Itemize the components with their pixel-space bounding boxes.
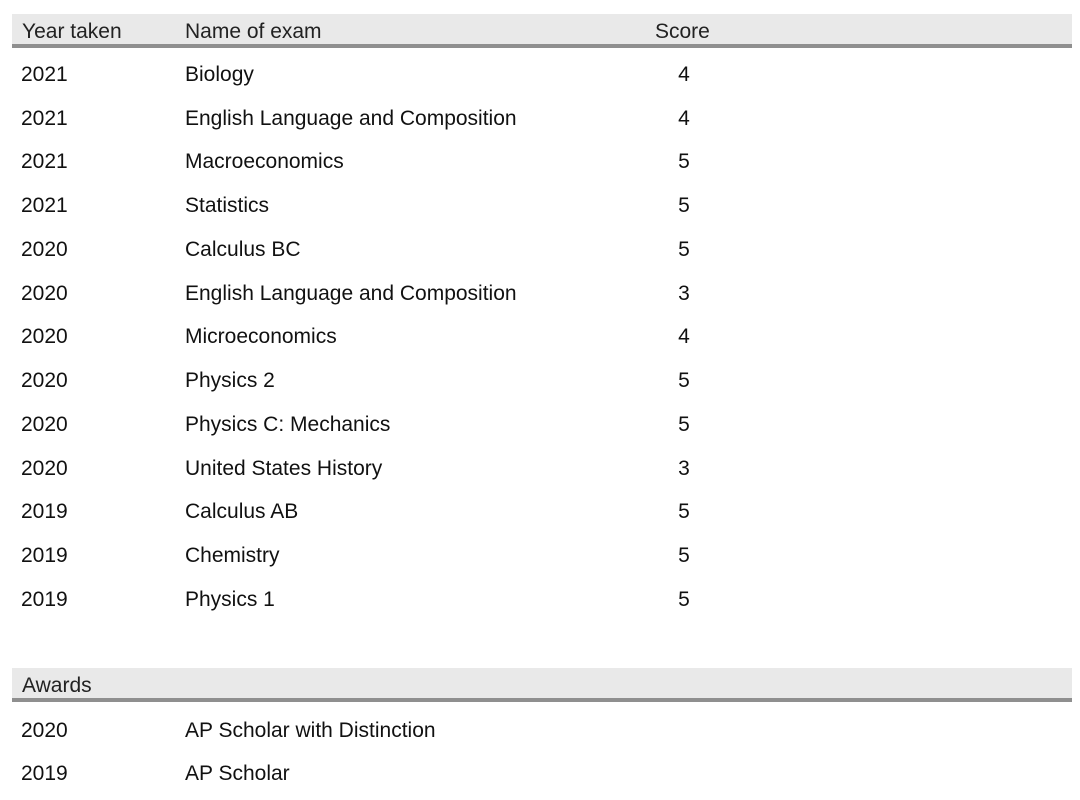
awards-table-header <box>12 668 1072 702</box>
exam-year: 2020 <box>21 238 68 261</box>
scores-table-header <box>12 14 1072 48</box>
exam-year: 2020 <box>21 457 68 480</box>
exam-name: English Language and Composition <box>185 107 517 130</box>
exam-name: Macroeconomics <box>185 150 344 173</box>
table-row <box>0 150 1080 190</box>
exam-name: Calculus BC <box>185 238 301 261</box>
table-row <box>0 719 1080 759</box>
table-row <box>0 500 1080 540</box>
exam-year: 2019 <box>21 500 68 523</box>
exam-year: 2021 <box>21 107 68 130</box>
exam-score-value: 5 <box>678 194 690 217</box>
exam-score-value: 5 <box>678 150 690 173</box>
year-taken-column-header: Year taken <box>22 20 122 43</box>
table-row <box>0 107 1080 147</box>
award-name: AP Scholar <box>185 762 290 785</box>
exam-score-value: 4 <box>678 325 690 348</box>
award-year: 2020 <box>21 719 68 742</box>
exam-name: Statistics <box>185 194 270 217</box>
table-row <box>0 369 1080 409</box>
exam-year: 2019 <box>21 544 68 567</box>
exam-name: English Language and Composition <box>185 282 517 305</box>
exam-year: 2021 <box>21 150 68 173</box>
table-row <box>0 544 1080 584</box>
exam-year: 2019 <box>21 588 68 611</box>
table-row <box>0 282 1080 322</box>
exam-score-value: 5 <box>678 544 690 567</box>
exam-score-value: 3 <box>678 282 690 305</box>
exam-score-value: 5 <box>678 500 690 523</box>
table-row <box>0 413 1080 453</box>
exam-score-value: 4 <box>678 107 690 130</box>
exam-score-value: 5 <box>678 413 690 436</box>
exam-year: 2020 <box>21 413 68 436</box>
table-row <box>0 194 1080 234</box>
exam-year: 2020 <box>21 369 68 392</box>
exam-name: Physics C: Mechanics <box>185 413 391 436</box>
exam-score-value: 5 <box>678 369 690 392</box>
table-row <box>0 325 1080 365</box>
award-year: 2019 <box>21 762 68 785</box>
exam-score-value: 4 <box>678 63 690 86</box>
exam-year: 2020 <box>21 325 68 348</box>
table-row <box>0 457 1080 497</box>
exam-year: 2020 <box>21 282 68 305</box>
exam-name: Biology <box>185 63 254 86</box>
awards-heading: Awards <box>22 674 92 697</box>
exam-name: Physics 2 <box>185 369 275 392</box>
exam-year: 2021 <box>21 194 68 217</box>
score-column-header: Score <box>655 20 710 43</box>
exam-name: Microeconomics <box>185 325 337 348</box>
exam-score-value: 5 <box>678 588 690 611</box>
table-row <box>0 588 1080 628</box>
exam-score-value: 5 <box>678 238 690 261</box>
exam-score-value: 3 <box>678 457 690 480</box>
table-row <box>0 762 1080 800</box>
exam-year: 2021 <box>21 63 68 86</box>
award-name: AP Scholar with Distinction <box>185 719 436 742</box>
exam-name: United States History <box>185 457 383 480</box>
exam-name: Physics 1 <box>185 588 275 611</box>
exam-name: Calculus AB <box>185 500 299 523</box>
exam-name-column-header: Name of exam <box>185 20 322 43</box>
exam-name: Chemistry <box>185 544 280 567</box>
table-row <box>0 63 1080 103</box>
table-row <box>0 238 1080 278</box>
